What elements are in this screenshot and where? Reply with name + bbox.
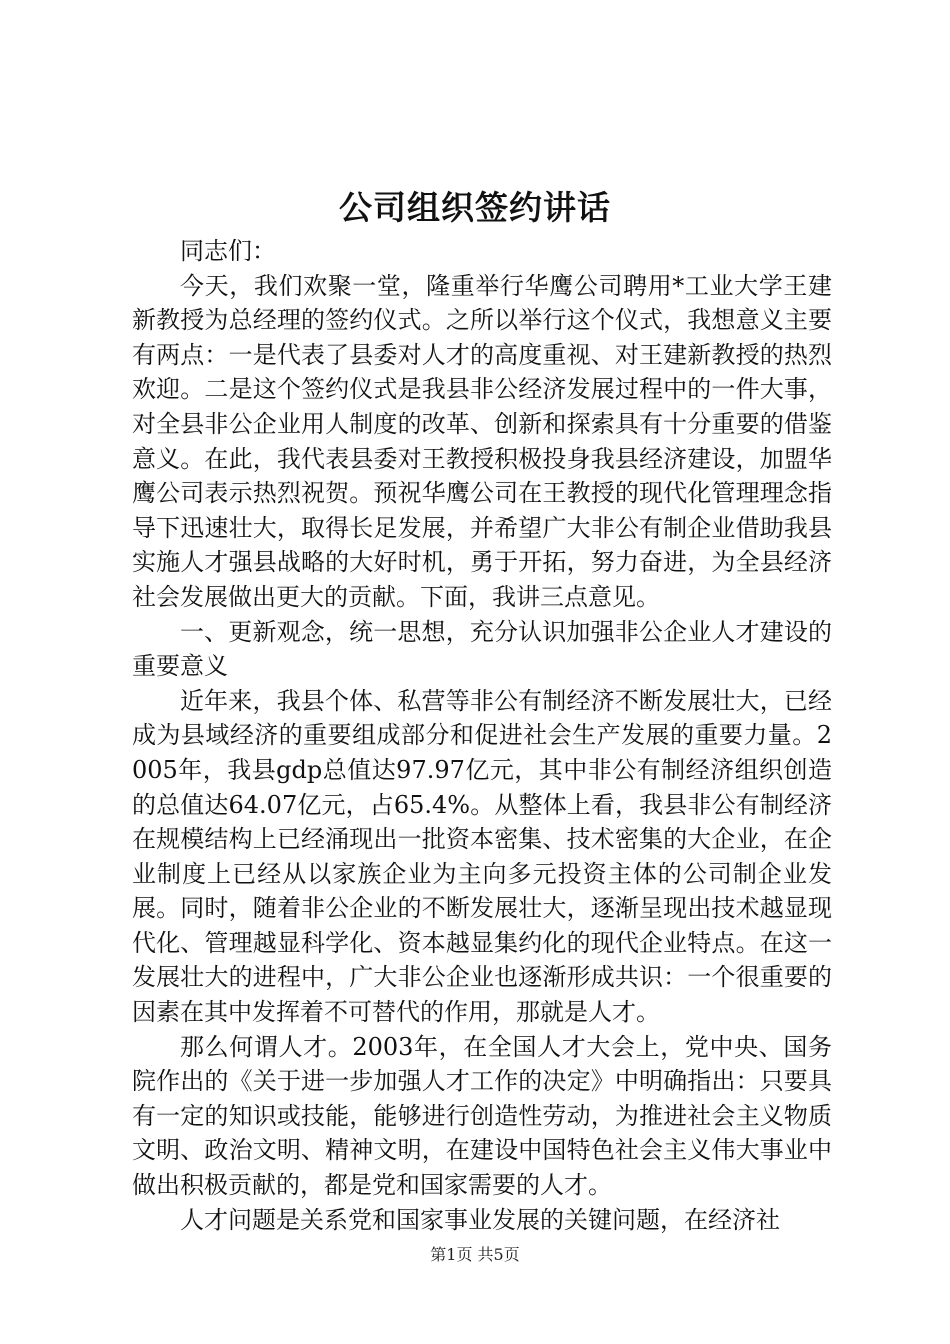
body-paragraph: 人才问题是关系党和国家事业发展的关键问题，在经济社: [180, 1205, 780, 1234]
section-heading-paragraph: 一、更新观念，统一思想，充分认识加强非公企业人才建设的重要意义: [132, 617, 832, 681]
salutation-paragraph: 同志们：: [180, 237, 276, 265]
body-paragraph: 近年来，我县个体、私营等非公有制经济不断发展壮大，已经成为县域经济的重要组成部分和促进社会生产发展的重要力量。2005年，我县gdp总值达97.97亿元，其中非公有制经济组织创造的总值达64.07亿元，占65.4%。从整体上看，我县非公有制经济在规模结构上已经涌现出一批资本密集、技术密集的大企业，在企业制度上已经从以家族企业为主向多元投资主体的公司制企业发展。同时，随着非公企业的不断发展壮大，逐渐呈现出技术越显现代化、管理越显科学化、资本越显集约化的现代企业特点。在这一发展壮大的进程中，广大非公企业也逐渐形成共识：一个很重要的因素在其中发挥着不可替代的作用，那就是人才。: [132, 686, 832, 1027]
body-paragraph: 那么何谓人才。2003年，在全国人才大会上，党中央、国务院作出的《关于进一步加强人才工作的决定》中明确指出：只要具有一定的知识或技能，能够进行创造性劳动，为推进社会主义物质文明、政治文明、精神文明，在建设中国特色社会主义伟大事业中做出积极贡献的，都是党和国家需要的人才。: [132, 1032, 832, 1200]
document-title: 公司组织签约讲话: [339, 188, 611, 227]
page-footer: 第1页 共5页: [430, 1245, 520, 1264]
document-body: [132, 234, 832, 1237]
body-paragraph: 今天，我们欢聚一堂，隆重举行华鹰公司聘用*工业大学王建新教授为总经理的签约仪式。之所以举行这个仪式，我想意义主要有两点：一是代表了县委对人才的高度重视、对王建新教授的热烈欢迎。二是这个签约仪式是我县非公经济发展过程中的一件大事，对全县非公企业用人制度的改革、创新和探索具有十分重要的借鉴意义。在此，我代表县委对王教授积极投身我县经济建设，加盟华鹰公司表示热烈祝贺。预祝华鹰公司在王教授的现代化管理理念指导下迅速壮大，取得长足发展，并希望广大非公有制企业借助我县实施人才强县战略的大好时机，勇于开拓，努力奋进，为全县经济社会发展做出更大的贡献。下面，我讲三点意见。: [132, 271, 832, 611]
